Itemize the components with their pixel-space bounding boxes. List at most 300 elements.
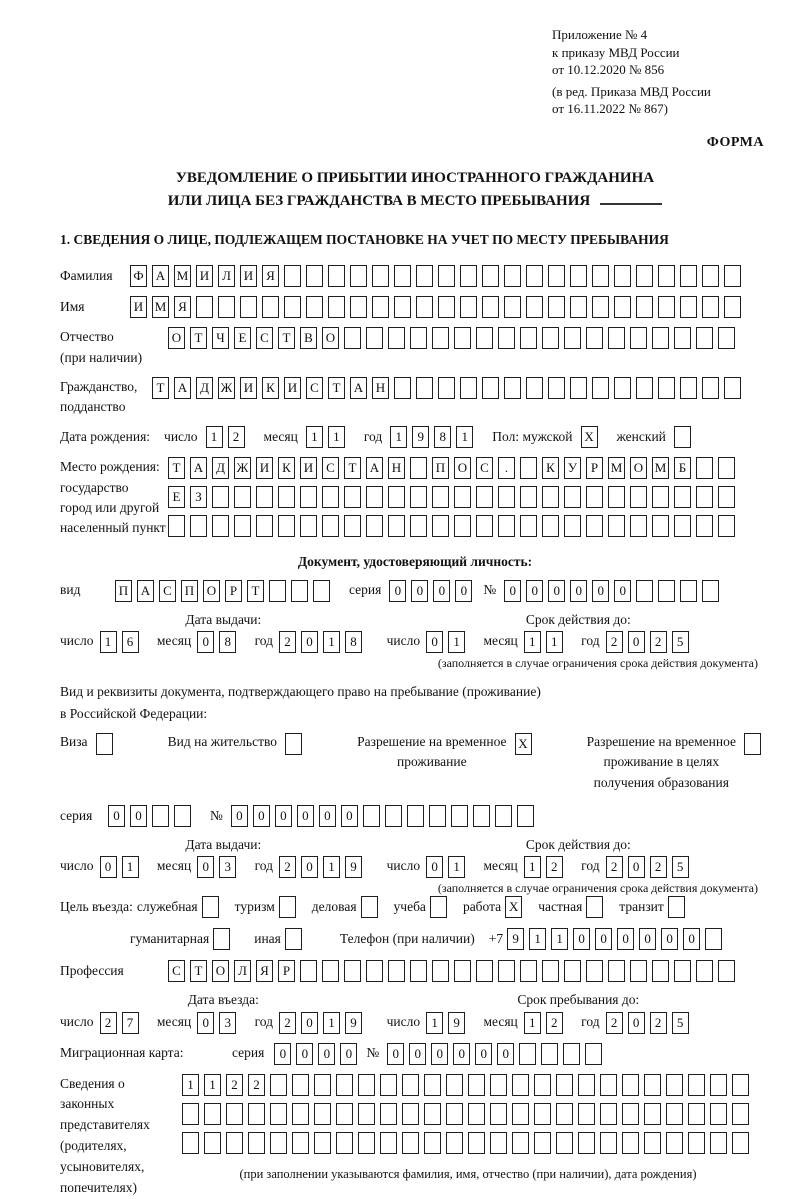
char-cell[interactable]	[248, 1132, 265, 1154]
char-cell[interactable]: Т	[278, 327, 295, 349]
char-cell[interactable]	[454, 327, 471, 349]
char-cell[interactable]: 9	[507, 928, 524, 950]
char-cell[interactable]	[644, 1103, 661, 1125]
char-cell[interactable]: 0	[389, 580, 406, 602]
char-cell[interactable]	[380, 1103, 397, 1125]
char-cell[interactable]	[438, 265, 455, 287]
char-cell[interactable]: 5	[672, 1012, 689, 1034]
char-cell[interactable]	[519, 1043, 536, 1065]
char-cell[interactable]	[256, 486, 273, 508]
char-cell[interactable]	[388, 486, 405, 508]
char-cell[interactable]	[578, 1103, 595, 1125]
char-cell[interactable]	[586, 960, 603, 982]
char-cell[interactable]	[724, 377, 741, 399]
char-cell[interactable]: 8	[219, 631, 236, 653]
char-cell[interactable]	[344, 960, 361, 982]
char-cell[interactable]: 0	[455, 580, 472, 602]
char-cell[interactable]	[526, 296, 543, 318]
char-cell[interactable]	[495, 805, 512, 827]
char-cell[interactable]: 1	[448, 856, 465, 878]
char-cell[interactable]: 0	[617, 928, 634, 950]
char-cell[interactable]	[724, 265, 741, 287]
char-cell[interactable]	[652, 327, 669, 349]
char-cell[interactable]	[586, 486, 603, 508]
char-cell[interactable]	[218, 296, 235, 318]
char-cell[interactable]	[213, 928, 230, 950]
char-cell[interactable]	[644, 1132, 661, 1154]
char-cell[interactable]: 0	[341, 805, 358, 827]
char-cell[interactable]: 0	[504, 580, 521, 602]
char-cell[interactable]: 0	[595, 928, 612, 950]
char-cell[interactable]: 0	[411, 580, 428, 602]
char-cell[interactable]	[490, 1074, 507, 1096]
char-cell[interactable]: П	[115, 580, 132, 602]
char-cell[interactable]: 0	[231, 805, 248, 827]
char-cell[interactable]	[688, 1103, 705, 1125]
char-cell[interactable]: 0	[301, 1012, 318, 1034]
char-cell[interactable]: 1	[206, 426, 223, 448]
char-cell[interactable]	[512, 1103, 529, 1125]
char-cell[interactable]	[636, 265, 653, 287]
char-cell[interactable]	[658, 377, 675, 399]
char-cell[interactable]: И	[196, 265, 213, 287]
char-cell[interactable]: 0	[639, 928, 656, 950]
char-cell[interactable]	[336, 1074, 353, 1096]
char-cell[interactable]	[366, 486, 383, 508]
char-cell[interactable]: 1	[306, 426, 323, 448]
char-cell[interactable]	[710, 1132, 727, 1154]
char-cell[interactable]	[666, 1103, 683, 1125]
char-cell[interactable]	[630, 960, 647, 982]
char-cell[interactable]: 8	[434, 426, 451, 448]
char-cell[interactable]	[424, 1132, 441, 1154]
char-cell[interactable]: М	[608, 457, 625, 479]
char-cell[interactable]: С	[159, 580, 176, 602]
char-cell[interactable]	[473, 805, 490, 827]
char-cell[interactable]: 0	[100, 856, 117, 878]
char-cell[interactable]: И	[130, 296, 147, 318]
char-cell[interactable]: К	[542, 457, 559, 479]
char-cell[interactable]	[586, 327, 603, 349]
char-cell[interactable]: М	[652, 457, 669, 479]
char-cell[interactable]: 2	[279, 856, 296, 878]
char-cell[interactable]: К	[262, 377, 279, 399]
char-cell[interactable]: 0	[526, 580, 543, 602]
char-cell[interactable]: 0	[409, 1043, 426, 1065]
char-cell[interactable]	[314, 1103, 331, 1125]
char-cell[interactable]: П	[432, 457, 449, 479]
char-cell[interactable]: Ж	[218, 377, 235, 399]
char-cell[interactable]	[226, 1103, 243, 1125]
char-cell[interactable]	[534, 1103, 551, 1125]
char-cell[interactable]	[438, 377, 455, 399]
char-cell[interactable]: 2	[606, 1012, 623, 1034]
char-cell[interactable]	[446, 1074, 463, 1096]
char-cell[interactable]	[570, 296, 587, 318]
char-cell[interactable]	[630, 515, 647, 537]
char-cell[interactable]	[636, 296, 653, 318]
char-cell[interactable]: Т	[168, 457, 185, 479]
char-cell[interactable]	[285, 733, 302, 755]
char-cell[interactable]: 1	[204, 1074, 221, 1096]
char-cell[interactable]	[498, 960, 515, 982]
char-cell[interactable]: 0	[426, 631, 443, 653]
char-cell[interactable]	[556, 1103, 573, 1125]
char-cell[interactable]	[608, 960, 625, 982]
char-cell[interactable]	[234, 486, 251, 508]
char-cell[interactable]	[168, 515, 185, 537]
char-cell[interactable]	[402, 1074, 419, 1096]
char-cell[interactable]: Ч	[212, 327, 229, 349]
char-cell[interactable]	[278, 515, 295, 537]
char-cell[interactable]	[652, 960, 669, 982]
char-cell[interactable]	[718, 486, 735, 508]
char-cell[interactable]	[570, 265, 587, 287]
char-cell[interactable]	[526, 377, 543, 399]
char-cell[interactable]	[212, 486, 229, 508]
char-cell[interactable]: Т	[152, 377, 169, 399]
char-cell[interactable]	[498, 327, 515, 349]
char-cell[interactable]	[608, 486, 625, 508]
char-cell[interactable]: 0	[426, 856, 443, 878]
char-cell[interactable]: 1	[551, 928, 568, 950]
char-cell[interactable]	[688, 1132, 705, 1154]
char-cell[interactable]: 1	[328, 426, 345, 448]
char-cell[interactable]: С	[168, 960, 185, 982]
char-cell[interactable]: 3	[219, 856, 236, 878]
char-cell[interactable]	[410, 960, 427, 982]
char-cell[interactable]: Я	[256, 960, 273, 982]
char-cell[interactable]	[498, 515, 515, 537]
char-cell[interactable]	[380, 1074, 397, 1096]
char-cell[interactable]: Т	[344, 457, 361, 479]
char-cell[interactable]: Т	[328, 377, 345, 399]
char-cell[interactable]: М	[174, 265, 191, 287]
char-cell[interactable]: 2	[606, 856, 623, 878]
char-cell[interactable]	[336, 1132, 353, 1154]
char-cell[interactable]	[520, 515, 537, 537]
char-cell[interactable]	[358, 1132, 375, 1154]
char-cell[interactable]	[322, 515, 339, 537]
char-cell[interactable]	[432, 327, 449, 349]
char-cell[interactable]	[564, 486, 581, 508]
char-cell[interactable]	[285, 928, 302, 950]
char-cell[interactable]	[372, 296, 389, 318]
char-cell[interactable]: 0	[301, 856, 318, 878]
char-cell[interactable]	[451, 805, 468, 827]
char-cell[interactable]	[306, 265, 323, 287]
char-cell[interactable]: 0	[387, 1043, 404, 1065]
char-cell[interactable]: 1	[529, 928, 546, 950]
char-cell[interactable]	[291, 580, 308, 602]
char-cell[interactable]	[388, 515, 405, 537]
char-cell[interactable]	[541, 1043, 558, 1065]
char-cell[interactable]: 6	[122, 631, 139, 653]
char-cell[interactable]	[732, 1074, 749, 1096]
char-cell[interactable]	[490, 1132, 507, 1154]
char-cell[interactable]: 0	[275, 805, 292, 827]
char-cell[interactable]: 2	[546, 1012, 563, 1034]
char-cell[interactable]: И	[300, 457, 317, 479]
char-cell[interactable]	[674, 486, 691, 508]
char-cell[interactable]	[468, 1074, 485, 1096]
char-cell[interactable]	[454, 486, 471, 508]
char-cell[interactable]: 2	[228, 426, 245, 448]
char-cell[interactable]	[476, 515, 493, 537]
char-cell[interactable]: 2	[248, 1074, 265, 1096]
char-cell[interactable]	[446, 1132, 463, 1154]
char-cell[interactable]: 0	[274, 1043, 291, 1065]
char-cell[interactable]	[526, 265, 543, 287]
char-cell[interactable]	[366, 327, 383, 349]
char-cell[interactable]: 0	[570, 580, 587, 602]
char-cell[interactable]: У	[564, 457, 581, 479]
char-cell[interactable]	[388, 327, 405, 349]
char-cell[interactable]	[578, 1074, 595, 1096]
char-cell[interactable]: 0	[628, 856, 645, 878]
char-cell[interactable]	[556, 1132, 573, 1154]
char-cell[interactable]	[724, 296, 741, 318]
char-cell[interactable]	[279, 896, 296, 918]
char-cell[interactable]	[578, 1132, 595, 1154]
char-cell[interactable]	[152, 805, 169, 827]
char-cell[interactable]: X	[515, 733, 532, 755]
char-cell[interactable]: О	[212, 960, 229, 982]
char-cell[interactable]	[380, 1132, 397, 1154]
char-cell[interactable]	[732, 1103, 749, 1125]
char-cell[interactable]: 2	[226, 1074, 243, 1096]
char-cell[interactable]	[416, 377, 433, 399]
char-cell[interactable]: 1	[546, 631, 563, 653]
char-cell[interactable]	[674, 327, 691, 349]
char-cell[interactable]	[248, 1103, 265, 1125]
char-cell[interactable]	[570, 377, 587, 399]
char-cell[interactable]: С	[256, 327, 273, 349]
char-cell[interactable]	[402, 1103, 419, 1125]
char-cell[interactable]	[702, 265, 719, 287]
char-cell[interactable]	[361, 896, 378, 918]
char-cell[interactable]	[372, 265, 389, 287]
char-cell[interactable]: О	[454, 457, 471, 479]
char-cell[interactable]	[292, 1103, 309, 1125]
char-cell[interactable]	[592, 377, 609, 399]
char-cell[interactable]	[438, 296, 455, 318]
char-cell[interactable]	[416, 265, 433, 287]
char-cell[interactable]	[652, 515, 669, 537]
char-cell[interactable]: .	[498, 457, 515, 479]
char-cell[interactable]: Р	[586, 457, 603, 479]
char-cell[interactable]: 2	[546, 856, 563, 878]
char-cell[interactable]	[520, 457, 537, 479]
char-cell[interactable]: 0	[628, 631, 645, 653]
char-cell[interactable]: С	[322, 457, 339, 479]
char-cell[interactable]	[542, 486, 559, 508]
char-cell[interactable]	[432, 486, 449, 508]
char-cell[interactable]	[482, 377, 499, 399]
char-cell[interactable]	[476, 486, 493, 508]
char-cell[interactable]	[284, 265, 301, 287]
char-cell[interactable]	[240, 296, 257, 318]
char-cell[interactable]	[622, 1103, 639, 1125]
char-cell[interactable]	[652, 486, 669, 508]
char-cell[interactable]: 1	[524, 631, 541, 653]
char-cell[interactable]	[666, 1132, 683, 1154]
char-cell[interactable]	[542, 327, 559, 349]
char-cell[interactable]	[636, 377, 653, 399]
char-cell[interactable]: С	[306, 377, 323, 399]
char-cell[interactable]: А	[366, 457, 383, 479]
char-cell[interactable]	[300, 486, 317, 508]
char-cell[interactable]: 0	[108, 805, 125, 827]
char-cell[interactable]	[306, 296, 323, 318]
char-cell[interactable]	[270, 1103, 287, 1125]
char-cell[interactable]: Е	[168, 486, 185, 508]
char-cell[interactable]: 9	[345, 856, 362, 878]
char-cell[interactable]: 1	[100, 631, 117, 653]
char-cell[interactable]: И	[240, 377, 257, 399]
char-cell[interactable]	[468, 1103, 485, 1125]
char-cell[interactable]	[96, 733, 113, 755]
char-cell[interactable]	[718, 515, 735, 537]
char-cell[interactable]	[680, 265, 697, 287]
char-cell[interactable]	[402, 1132, 419, 1154]
char-cell[interactable]: 2	[279, 631, 296, 653]
char-cell[interactable]	[410, 515, 427, 537]
char-cell[interactable]: Н	[388, 457, 405, 479]
char-cell[interactable]: 7	[122, 1012, 139, 1034]
char-cell[interactable]: А	[152, 265, 169, 287]
char-cell[interactable]	[548, 377, 565, 399]
char-cell[interactable]	[424, 1074, 441, 1096]
char-cell[interactable]: 9	[448, 1012, 465, 1034]
char-cell[interactable]	[476, 327, 493, 349]
char-cell[interactable]	[674, 960, 691, 982]
char-cell[interactable]	[534, 1074, 551, 1096]
char-cell[interactable]	[674, 426, 691, 448]
char-cell[interactable]	[680, 296, 697, 318]
char-cell[interactable]	[410, 457, 427, 479]
char-cell[interactable]	[512, 1074, 529, 1096]
char-cell[interactable]	[630, 327, 647, 349]
char-cell[interactable]: А	[350, 377, 367, 399]
char-cell[interactable]: А	[174, 377, 191, 399]
char-cell[interactable]	[454, 960, 471, 982]
char-cell[interactable]	[284, 296, 301, 318]
char-cell[interactable]	[278, 486, 295, 508]
char-cell[interactable]	[705, 928, 722, 950]
char-cell[interactable]: 0	[301, 631, 318, 653]
char-cell[interactable]: 0	[318, 1043, 335, 1065]
char-cell[interactable]	[658, 296, 675, 318]
char-cell[interactable]: А	[190, 457, 207, 479]
char-cell[interactable]	[432, 515, 449, 537]
char-cell[interactable]: 1	[456, 426, 473, 448]
char-cell[interactable]	[407, 805, 424, 827]
char-cell[interactable]	[564, 327, 581, 349]
char-cell[interactable]	[702, 377, 719, 399]
char-cell[interactable]: О	[630, 457, 647, 479]
char-cell[interactable]: И	[256, 457, 273, 479]
char-cell[interactable]: 0	[497, 1043, 514, 1065]
char-cell[interactable]	[350, 296, 367, 318]
char-cell[interactable]	[702, 296, 719, 318]
char-cell[interactable]	[680, 580, 697, 602]
char-cell[interactable]	[322, 960, 339, 982]
char-cell[interactable]: 0	[319, 805, 336, 827]
char-cell[interactable]	[410, 327, 427, 349]
char-cell[interactable]	[534, 1132, 551, 1154]
char-cell[interactable]	[674, 515, 691, 537]
char-cell[interactable]: 0	[197, 631, 214, 653]
char-cell[interactable]	[658, 265, 675, 287]
char-cell[interactable]: О	[322, 327, 339, 349]
char-cell[interactable]	[622, 1132, 639, 1154]
char-cell[interactable]	[556, 1074, 573, 1096]
char-cell[interactable]: 0	[592, 580, 609, 602]
char-cell[interactable]	[454, 515, 471, 537]
char-cell[interactable]	[668, 896, 685, 918]
char-cell[interactable]: Д	[196, 377, 213, 399]
char-cell[interactable]: 0	[614, 580, 631, 602]
char-cell[interactable]	[212, 515, 229, 537]
char-cell[interactable]: 3	[219, 1012, 236, 1034]
char-cell[interactable]	[744, 733, 761, 755]
char-cell[interactable]	[388, 960, 405, 982]
char-cell[interactable]: И	[284, 377, 301, 399]
char-cell[interactable]: 1	[448, 631, 465, 653]
char-cell[interactable]: Д	[212, 457, 229, 479]
char-cell[interactable]: 0	[433, 580, 450, 602]
char-cell[interactable]	[490, 1103, 507, 1125]
char-cell[interactable]: 0	[573, 928, 590, 950]
char-cell[interactable]: 1	[323, 856, 340, 878]
char-cell[interactable]	[504, 265, 521, 287]
char-cell[interactable]: 2	[100, 1012, 117, 1034]
char-cell[interactable]: М	[152, 296, 169, 318]
char-cell[interactable]	[190, 515, 207, 537]
char-cell[interactable]	[328, 265, 345, 287]
char-cell[interactable]: 0	[297, 805, 314, 827]
char-cell[interactable]	[344, 486, 361, 508]
char-cell[interactable]: Е	[234, 327, 251, 349]
char-cell[interactable]	[680, 377, 697, 399]
char-cell[interactable]	[358, 1074, 375, 1096]
char-cell[interactable]	[592, 265, 609, 287]
char-cell[interactable]	[718, 960, 735, 982]
char-cell[interactable]	[696, 486, 713, 508]
char-cell[interactable]	[366, 515, 383, 537]
char-cell[interactable]: Р	[225, 580, 242, 602]
char-cell[interactable]: 9	[412, 426, 429, 448]
char-cell[interactable]	[614, 377, 631, 399]
char-cell[interactable]: С	[476, 457, 493, 479]
char-cell[interactable]	[292, 1074, 309, 1096]
char-cell[interactable]: 1	[524, 1012, 541, 1034]
char-cell[interactable]: Н	[372, 377, 389, 399]
char-cell[interactable]	[710, 1103, 727, 1125]
char-cell[interactable]: З	[190, 486, 207, 508]
char-cell[interactable]	[614, 265, 631, 287]
char-cell[interactable]: 0	[453, 1043, 470, 1065]
char-cell[interactable]	[300, 960, 317, 982]
char-cell[interactable]	[608, 327, 625, 349]
char-cell[interactable]	[300, 515, 317, 537]
char-cell[interactable]	[548, 265, 565, 287]
char-cell[interactable]	[202, 896, 219, 918]
char-cell[interactable]	[696, 515, 713, 537]
char-cell[interactable]: 0	[628, 1012, 645, 1034]
char-cell[interactable]	[416, 296, 433, 318]
